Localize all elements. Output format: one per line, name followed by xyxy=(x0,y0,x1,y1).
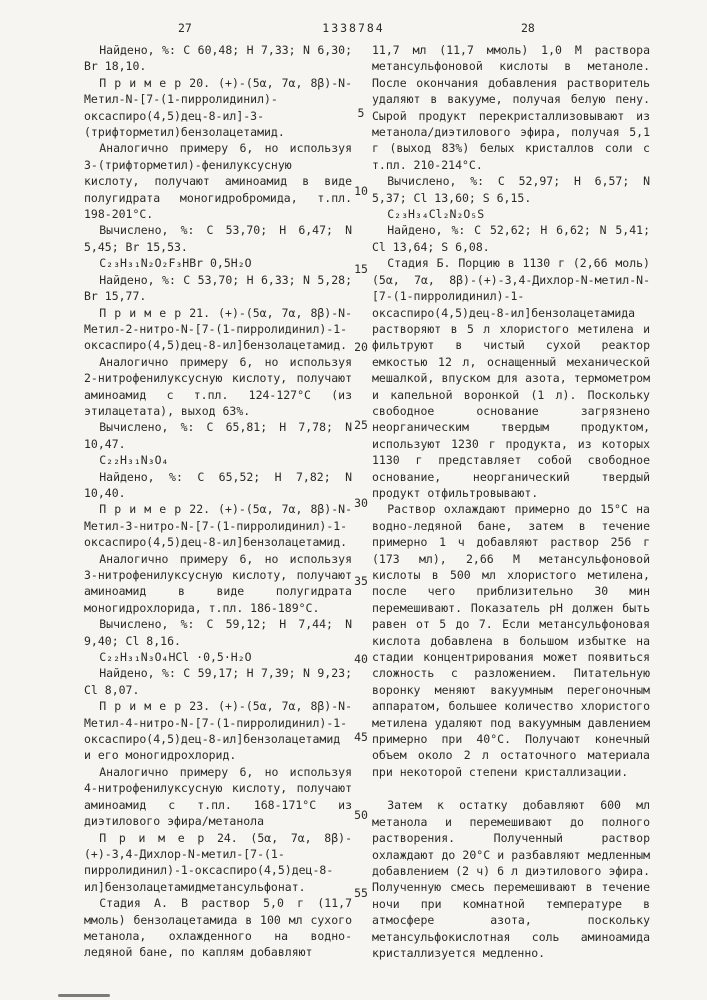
page-header xyxy=(0,20,707,36)
paragraph: Раствор охлаждают примерно до 15°С на водно-ледяной бане, затем в течение примерно 1 ч добавляют раствор 256 г (173 мл), 2,66 М метансульфоновой кислоты в 500 мл хлористого метилена, после чего приблизительно 30 мин перемешивают. Показатель pH должен быть равен от 5 до 7. Если метансульфоновая кислота добавлена в большом избытке на стадии концентрирования может появиться сложность с разложением. Питательную воронку меняют вакуумным перегоночным аппаратом, большее количество хлористого метилена удаляют под вакуумным давлением примерно при 40°С. Получают конечный объем около 2 л остаточного материала при некоторой степени кристаллизации. xyxy=(372,502,650,779)
line-number: 15 xyxy=(354,262,368,276)
line-number: 10 xyxy=(354,184,368,198)
paragraph: Аналогично примеру 6, но используя 2-нитрофенилуксусную кислоту, получают аминоамид с т.пл. 124-127°С (из этилацетата), выход 63%. xyxy=(84,354,352,418)
line-number: 40 xyxy=(354,652,368,666)
paragraph: Найдено, %: С 53,70; Н 6,33; N 5,28; Br 15,77. xyxy=(84,272,352,304)
line-number: 50 xyxy=(354,808,368,822)
paragraph: П р и м е р 24. (5α, 7α, 8β)-(+)-3,4-Дихлор-N-метил-[7-(1-пирролидинил)-1-оксаспиро(4,5)дец-8-ил]бензолацетамидметансульфонат. xyxy=(84,830,352,894)
paragraph: Вычислено, %: С 52,97; Н 6,57; N 5,37; Cl 13,60; S 6,15. xyxy=(372,174,650,205)
line-number: 20 xyxy=(354,340,368,354)
left-text-column xyxy=(84,42,352,961)
paragraph: Вычислено, %: С 65,81; Н 7,78; N 10,47. xyxy=(84,420,352,451)
paragraph: C₂₂H₃₁N₃O₄HCl ·0,5·H₂O xyxy=(99,650,252,665)
paragraph: 11,7 мл (11,7 ммоль) 1,0 М раствора метансульфоновой кислоты в метаноле. После окончания добавления растворитель удаляют в вакууме, получая белую пену. Сырой продукт перекристаллизовывают из метанола/диэтилового эфира, получая 5,1 г (выход 83%) белых кристаллов соли с т.пл. 210-214°С. xyxy=(372,43,650,172)
right-text-column xyxy=(372,42,650,961)
paragraph: Найдено, %: С 52,62; Н 6,62; N 5,41; Cl 13,64; S 6,08. xyxy=(372,223,650,254)
paragraph: П р и м е р 21. (+)-(5α, 7α, 8β)-N-Метил-2-нитро-N-[7-(1-пирролидинил)-1-оксаспиро(4,5)дец-8-ил]бензолацетамид. xyxy=(84,305,352,353)
paragraph: Аналогично примеру 6, но используя 4-нитрофенилуксусную кислоту, получают аминоамид с т.пл. 168-171°С из диэтилового эфира/метанола xyxy=(84,764,352,829)
paragraph: Вычислено, %: С 59,12; Н 7,44; N 9,40; Cl 8,16. xyxy=(84,617,352,648)
paragraph: Стадия Б. Порцию в 1130 г (2,66 моль) (5α, 7α, 8β)-(+)-3,4-Дихлор-N-метил-N-[7-(1-пирролидинил)-1-оксаспиро(4,5)дец-8-ил]бензолацетамида растворяют в 5 л хлористого метилена и фильтруют в чистый сухой реактор емкостью 12 л, оснащенный механической мешалкой, впуском для азота, термометром и капельной воронкой (1 л). Поскольку свободное основание загрязнено неорганическим твердым продуктом, используют 1230 г продукта, из которых 1130 г представляет собой свободное основание, неорганический твердый продукт отфильтровывают. xyxy=(372,256,650,500)
line-number: 55 xyxy=(354,886,368,900)
paragraph: П р и м е р 20. (+)-(5α, 7α, 8β)-N-Метил-N-[7-(1-пирролидинил)-оксаспиро(4,5)дец-8-ил]-3-(трифторметил)бензолацетамид. xyxy=(84,75,352,140)
paragraph: Аналогично примеру 6, но используя 3-нитрофенилуксусную кислоту, получают аминоамид в виде полугидрата моногидрохлорида, т.пл. 186-189°С. xyxy=(84,551,352,615)
paragraph: C₂₃H₃₄Cl₂N₂O₅S xyxy=(387,207,485,222)
line-number: 5 xyxy=(357,106,365,120)
paragraph: Аналогично примеру 6, но используя 3-(трифторметил)-фенилуксусную кислоту, получают аминоамид в виде полугидрата моногидробромида, т.пл. 198-201°С. xyxy=(84,141,352,222)
line-number: 25 xyxy=(354,418,368,432)
paragraph: C₂₂H₃₁N₃O₄ xyxy=(99,453,169,468)
paragraph: C₂₃H₃₁N₂O₂F₃HBr 0,5H₂O xyxy=(99,256,252,271)
paragraph: Найдено, %: С 60,48; Н 7,33; N 6,30; Br 18,10. xyxy=(84,43,352,74)
paragraph: Вычислено, %: С 53,70; Н 6,47; N 5,45; Br 15,53. xyxy=(84,223,352,254)
left-page-number: 27 xyxy=(178,21,192,35)
paragraph: Найдено, %: С 59,17; Н 7,39; N 9,23; Cl 8,07. xyxy=(84,666,352,697)
paragraph: Стадия А. В раствор 5,0 г (11,7 ммоль) бензолацетамида в 100 мл сухого метанола, охлажденного на водно-ледяной бане, по каплям добавляют xyxy=(84,896,352,960)
line-number: 45 xyxy=(354,730,368,744)
scan-edge-artifact xyxy=(58,994,110,997)
patent-number: 1338784 xyxy=(322,21,385,35)
paragraph: Найдено, %: С 65,52; Н 7,82; N 10,40. xyxy=(84,469,352,500)
paragraph: П р и м е р 23. (+)-(5α, 7α, 8β)-N-Метил-4-нитро-N-[7-(1-пирролидинил)-1-оксаспиро(4,5)дец-8-ил]бензолацетамид и его моногидрохлорид. xyxy=(84,699,352,763)
paragraph: Затем к остатку добавляют 600 мл метанола и перемешивают до полного растворения. Полученный раствор охлаждают до 20°С и разбавляют медленным добавлением (2 ч) 6 л диэтилового эфира. Полученную смесь перемешивают в течение ночи при комнатной температуре в атмосфере азота, поскольку метансульфокислотная соль аминоамида кристаллизуется медленно. xyxy=(372,798,650,960)
line-number: 35 xyxy=(354,574,368,588)
line-number-gutter xyxy=(351,42,371,962)
paragraph: П р и м е р 22. (+)-(5α, 7α, 8β)-N-Метил-3-нитро-N-[7-(1-пирролидинил)-1-оксаспиро(4,5)дец-8-ил]бензолацетамид. xyxy=(84,502,352,550)
line-number: 30 xyxy=(354,496,368,510)
right-page-number: 28 xyxy=(521,21,535,35)
